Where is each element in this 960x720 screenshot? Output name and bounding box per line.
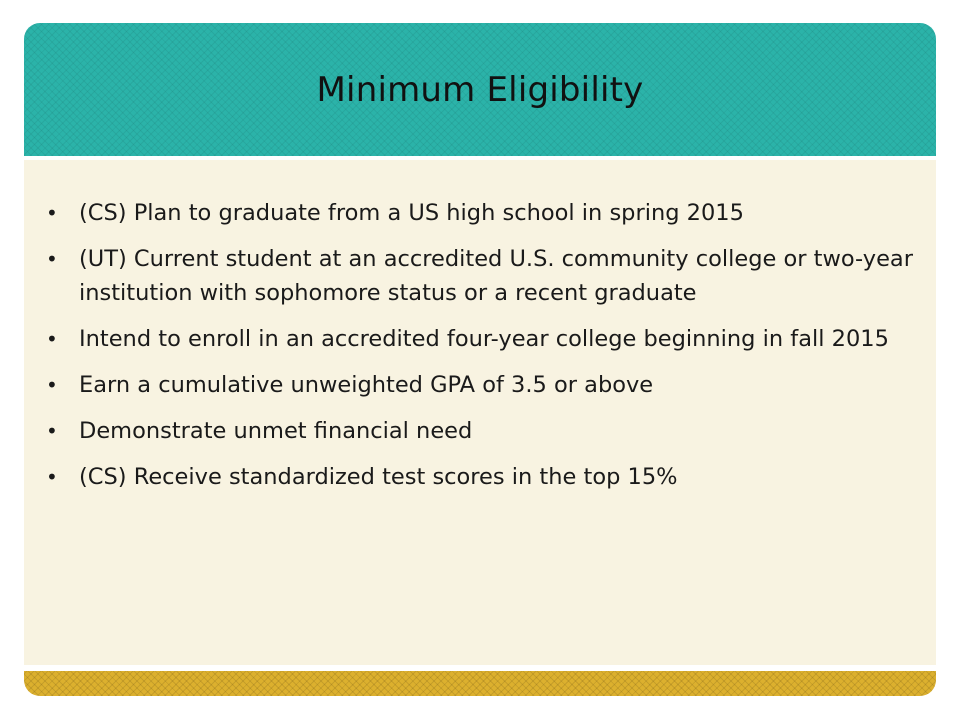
bullet-item (44, 414, 924, 448)
bullet-icon: • (46, 373, 58, 397)
bullet-icon: • (46, 327, 58, 351)
bullet-text: Demonstrate unmet financial need (79, 418, 473, 444)
footer-bar (24, 671, 936, 696)
bullet-text: (UT) Current student at an accredited U.S. community college or two-year institution with sophomore status or a recent graduate (79, 246, 913, 306)
bullet-text: Intend to enroll in an accredited four-year college beginning in fall 2015 (79, 326, 889, 352)
bullet-item (44, 368, 924, 402)
bullet-list (44, 196, 924, 506)
content-area (24, 160, 936, 665)
bullet-icon: • (46, 201, 58, 225)
bullet-item (44, 460, 924, 494)
bullet-item (44, 242, 924, 310)
bullet-text: (CS) Receive standardized test scores in the top 15% (79, 464, 678, 490)
title-bar (24, 23, 936, 156)
bullet-text: Earn a cumulative unweighted GPA of 3.5 or above (79, 372, 654, 398)
bullet-icon: • (46, 247, 58, 271)
slide-title: Minimum Eligibility (316, 69, 644, 110)
bullet-icon: • (46, 419, 58, 443)
bullet-item (44, 322, 924, 356)
bullet-item (44, 196, 924, 230)
bullet-text: (CS) Plan to graduate from a US high school in spring 2015 (79, 200, 744, 226)
bullet-icon: • (46, 465, 58, 489)
